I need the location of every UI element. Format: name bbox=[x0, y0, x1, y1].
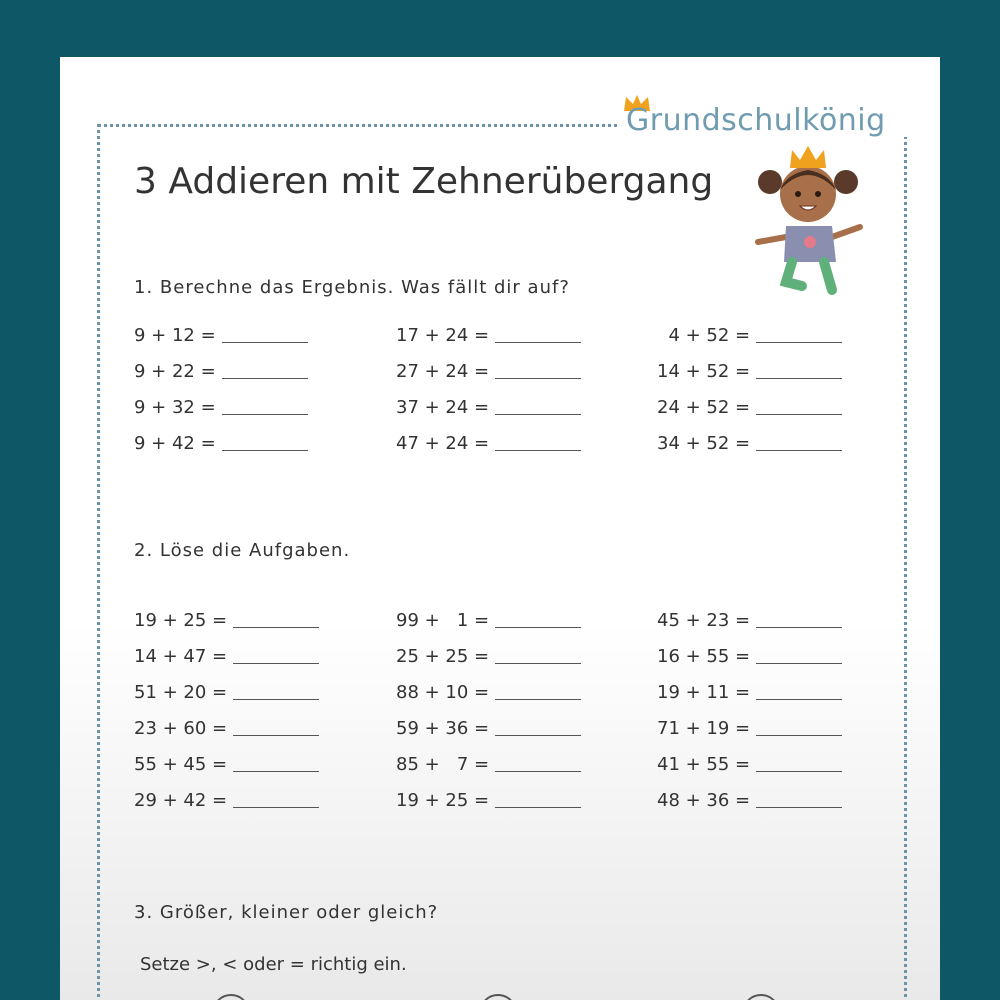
equation: 88 + 10 = bbox=[396, 682, 581, 718]
answer-line[interactable] bbox=[495, 699, 581, 700]
answer-line[interactable] bbox=[495, 663, 581, 664]
answer-line[interactable] bbox=[233, 663, 319, 664]
equation: 16 + 55 = bbox=[657, 646, 842, 682]
equation: 48 + 36 = bbox=[657, 790, 842, 826]
answer-line[interactable] bbox=[233, 807, 319, 808]
answer-line[interactable] bbox=[756, 627, 842, 628]
worksheet bbox=[60, 57, 940, 1000]
answer-line[interactable] bbox=[233, 735, 319, 736]
equation: 27 + 24 = bbox=[396, 361, 581, 397]
equation: 34 + 52 = bbox=[657, 433, 842, 469]
girl-illustration bbox=[750, 142, 870, 302]
equation: 4 + 52 = bbox=[657, 325, 842, 361]
answer-line[interactable] bbox=[495, 771, 581, 772]
equation: 9 + 42 = bbox=[134, 433, 308, 469]
equation: 14 + 47 = bbox=[134, 646, 319, 682]
equation: 25 + 25 = bbox=[396, 646, 581, 682]
answer-line[interactable] bbox=[495, 378, 581, 379]
equation: 19 + 25 = bbox=[396, 790, 581, 826]
answer-line[interactable] bbox=[233, 771, 319, 772]
equation: 17 + 24 = bbox=[396, 325, 581, 361]
answer-line[interactable] bbox=[756, 699, 842, 700]
brand-logo: Grundschulkönig bbox=[626, 103, 886, 138]
equation: 23 + 60 = bbox=[134, 718, 319, 754]
equation: 9 + 22 = bbox=[134, 361, 308, 397]
task-3-heading: 3. Größer, kleiner oder gleich? bbox=[134, 902, 439, 923]
equation: 85 + 7 = bbox=[396, 754, 581, 790]
answer-line[interactable] bbox=[756, 663, 842, 664]
equation: 14 + 52 = bbox=[657, 361, 842, 397]
equation: 19 + 25 = bbox=[134, 610, 319, 646]
answer-line[interactable] bbox=[756, 735, 842, 736]
answer-line[interactable] bbox=[756, 378, 842, 379]
equation: 9 + 12 = bbox=[134, 325, 308, 361]
answer-line[interactable] bbox=[495, 342, 581, 343]
equation: 29 + 42 = bbox=[134, 790, 319, 826]
equation: 99 + 1 = bbox=[396, 610, 581, 646]
equation: 47 + 24 = bbox=[396, 433, 581, 469]
answer-line[interactable] bbox=[495, 627, 581, 628]
equation: 41 + 55 = bbox=[657, 754, 842, 790]
equation: 24 + 52 = bbox=[657, 397, 842, 433]
answer-line[interactable] bbox=[756, 771, 842, 772]
equation: 51 + 20 = bbox=[134, 682, 319, 718]
equation: 9 + 32 = bbox=[134, 397, 308, 433]
equation: 19 + 11 = bbox=[657, 682, 842, 718]
answer-line[interactable] bbox=[233, 627, 319, 628]
answer-line[interactable] bbox=[495, 735, 581, 736]
answer-line[interactable] bbox=[222, 450, 308, 451]
answer-line[interactable] bbox=[222, 342, 308, 343]
answer-line[interactable] bbox=[495, 414, 581, 415]
equation: 71 + 19 = bbox=[657, 718, 842, 754]
answer-line[interactable] bbox=[756, 414, 842, 415]
task-3-instruction: Setze >, < oder = richtig ein. bbox=[140, 954, 407, 975]
answer-line[interactable] bbox=[495, 807, 581, 808]
task-1-heading: 1. Berechne das Ergebnis. Was fällt dir auf? bbox=[134, 277, 570, 298]
answer-line[interactable] bbox=[756, 450, 842, 451]
page-title: 3 Addieren mit Zehnerübergang bbox=[134, 161, 714, 202]
answer-line[interactable] bbox=[756, 342, 842, 343]
equation: 55 + 45 = bbox=[134, 754, 319, 790]
answer-line[interactable] bbox=[222, 414, 308, 415]
answer-line[interactable] bbox=[756, 807, 842, 808]
answer-line[interactable] bbox=[222, 378, 308, 379]
equation: 45 + 23 = bbox=[657, 610, 842, 646]
answer-line[interactable] bbox=[233, 699, 319, 700]
equation: 37 + 24 = bbox=[396, 397, 581, 433]
task-2-heading: 2. Löse die Aufgaben. bbox=[134, 540, 351, 561]
answer-line[interactable] bbox=[495, 450, 581, 451]
equation: 59 + 36 = bbox=[396, 718, 581, 754]
